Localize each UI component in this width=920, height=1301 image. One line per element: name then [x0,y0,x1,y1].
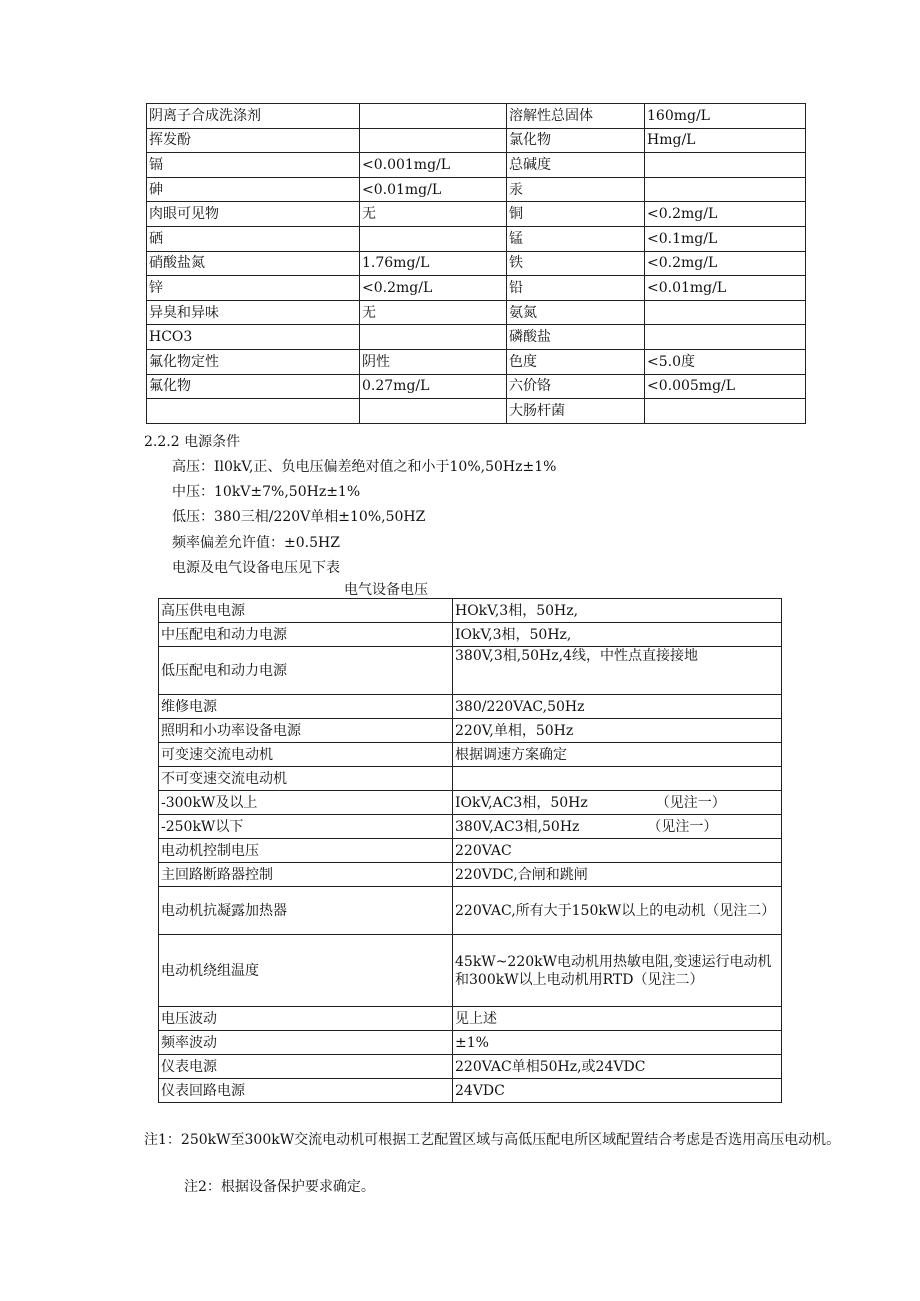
section-heading: 2.2.2 电源条件 [144,434,241,450]
table-cell: 160mg/L [645,104,806,129]
value-cell [453,719,782,743]
table-row [159,791,782,815]
voltage-line-medium: 中压：10kV±7%,50Hz±1% [172,484,361,500]
value-text: 220VDC,合闸和跳闸 [455,866,588,883]
item-cell: 中压配电和动力电源 [159,623,453,647]
item-cell: 电动机抗凝露加热器 [159,887,453,935]
value-cell [453,695,782,719]
table-cell: 阴离子合成洗涤剂 [147,104,360,129]
table-cell: <0.2mg/L [645,202,806,227]
item-cell: 维修电源 [159,695,453,719]
table-row [147,325,806,350]
table-row [159,863,782,887]
table-cell: <0.001mg/L [360,153,507,178]
table-cell [645,177,806,202]
water-quality-table [146,103,806,424]
table-row [159,887,782,935]
value-text: 380/220VAC,50Hz [455,698,585,715]
table-cell: <0.01mg/L [645,276,806,301]
table-intro-line: 电源及电气设备电压见下表 [172,560,340,576]
value-cell [453,623,782,647]
frequency-tolerance-line: 频率偏差允许值：±0.5HZ [172,535,340,551]
value-cell [453,647,782,695]
value-text: 45kW~220kW电动机用热敏电阻,变速运行电动机和300kW以上电动机用RTD（见注二） [455,953,772,988]
table-row [147,202,806,227]
table-cell: 0.27mg/L [360,374,507,399]
table-row [147,349,806,374]
value-cell [453,791,782,815]
item-cell: -300kW及以上 [159,791,453,815]
table-cell: 砷 [147,177,360,202]
table-row [147,399,806,424]
table-cell: 大肠杆菌 [507,399,645,424]
table-cell: 六价铬 [507,374,645,399]
item-cell: -250kW以下 [159,815,453,839]
table-cell [360,104,507,129]
voltage-line-low: 低压：380三相/220V单相±10%,50HZ [172,509,426,525]
table-cell [645,300,806,325]
value-text: 220VAC单相50Hz,或24VDC [455,1058,646,1075]
table-row [159,599,782,623]
value-text: IOkV,AC3相，50Hz [455,794,588,811]
table-cell [645,325,806,350]
table-cell: 铜 [507,202,645,227]
table-row [147,374,806,399]
value-text: 380V,AC3相,50Hz [455,818,580,835]
table-row [159,695,782,719]
table-cell [360,226,507,251]
item-cell: 不可变速交流电动机 [159,767,453,791]
value-text: 220VAC [455,842,512,859]
table-row [159,839,782,863]
note-1: 注1：250kW至300kW交流电动机可根据工艺配置区域与高低压配电所区域配置结合考虑是否选用高压电动机。 [144,1132,841,1148]
item-cell: 电压波动 [159,1007,453,1031]
table-cell: Hmg/L [645,128,806,153]
value-cell [453,887,782,935]
table-cell: 阴性 [360,349,507,374]
table-cell: <0.005mg/L [645,374,806,399]
item-cell: 低压配电和动力电源 [159,647,453,695]
table-cell: 锰 [507,226,645,251]
table-title: 电气设备电压 [344,582,428,598]
table-cell: 硝酸盐氮 [147,251,360,276]
table-row [159,935,782,1007]
value-cell [453,767,782,791]
table-cell: HCO3 [147,325,360,350]
table-cell [147,399,360,424]
table-row [147,177,806,202]
table-row [159,743,782,767]
item-cell: 仪表回路电源 [159,1079,453,1103]
table-cell: 磷酸盐 [507,325,645,350]
note-reference: （见注一） [655,794,726,811]
table-cell: 无 [360,300,507,325]
value-text: 220V,单相，50Hz [455,722,574,739]
table-row [159,1055,782,1079]
table-row [147,153,806,178]
table-cell: 异臭和异味 [147,300,360,325]
table-cell: 铁 [507,251,645,276]
item-cell: 电动机绕组温度 [159,935,453,1007]
note-reference: （见注一） [647,818,718,835]
table-cell: <0.01mg/L [360,177,507,202]
item-cell: 频率波动 [159,1031,453,1055]
table-cell: 氯化物 [507,128,645,153]
value-text: IOkV,3相，50Hz, [455,626,572,643]
table-cell [360,128,507,153]
table-cell: <0.2mg/L [645,251,806,276]
value-text: 根据调速方案确定 [455,746,567,763]
value-cell [453,1007,782,1031]
item-cell: 可变速交流电动机 [159,743,453,767]
table-cell [645,399,806,424]
value-text: 220VAC,所有大于150kW以上的电动机（见注二） [455,902,776,919]
table-cell: 锌 [147,276,360,301]
value-cell [453,1031,782,1055]
table-cell: <0.2mg/L [360,276,507,301]
table-cell: 溶解性总固体 [507,104,645,129]
table-cell: 硒 [147,226,360,251]
table-row [159,767,782,791]
table-cell: 挥发酚 [147,128,360,153]
table-cell: 氨氮 [507,300,645,325]
item-cell: 仪表电源 [159,1055,453,1079]
table-row [159,1079,782,1103]
value-text: 见上述 [455,1010,497,1027]
table-cell: 色度 [507,349,645,374]
table-cell: 镉 [147,153,360,178]
value-cell [453,599,782,623]
table-cell [360,399,507,424]
value-cell [453,815,782,839]
table-row [147,251,806,276]
value-text: 380V,3相,50Hz,4线，中性点直接接地 [455,648,698,664]
table-cell: 肉眼可见物 [147,202,360,227]
table-row [159,815,782,839]
table-row [159,719,782,743]
item-cell: 主回路断路器控制 [159,863,453,887]
table-row [159,623,782,647]
electrical-voltage-table [158,598,782,1103]
table-cell: 氟化物定性 [147,349,360,374]
value-text: 24VDC [455,1082,505,1099]
table-row [159,1031,782,1055]
item-cell: 照明和小功率设备电源 [159,719,453,743]
note-2: 注2：根据设备保护要求确定。 [184,1179,375,1195]
value-cell [453,743,782,767]
value-cell [453,1079,782,1103]
item-cell: 电动机控制电压 [159,839,453,863]
table-row [159,647,782,695]
table-row [147,128,806,153]
table-cell: 汞 [507,177,645,202]
table-cell: 铅 [507,276,645,301]
table-row [147,300,806,325]
value-text: HOkV,3相，50Hz, [455,602,579,619]
value-cell [453,839,782,863]
table-cell [645,153,806,178]
table-row [159,1007,782,1031]
table-cell: 1.76mg/L [360,251,507,276]
table-cell: <0.1mg/L [645,226,806,251]
table-cell: 氟化物 [147,374,360,399]
table-row [147,104,806,129]
table-cell [360,325,507,350]
table-cell: 无 [360,202,507,227]
value-cell [453,863,782,887]
item-cell: 高压供电电源 [159,599,453,623]
value-cell [453,1055,782,1079]
value-text: ±1% [455,1034,489,1051]
table-row [147,226,806,251]
table-cell: 总碱度 [507,153,645,178]
table-cell: <5.0度 [645,349,806,374]
value-cell [453,935,782,1007]
voltage-line-high: 高压：Il0kV,正、负电压偏差绝对值之和小于10%,50Hz±1% [172,459,557,475]
table-row [147,276,806,301]
